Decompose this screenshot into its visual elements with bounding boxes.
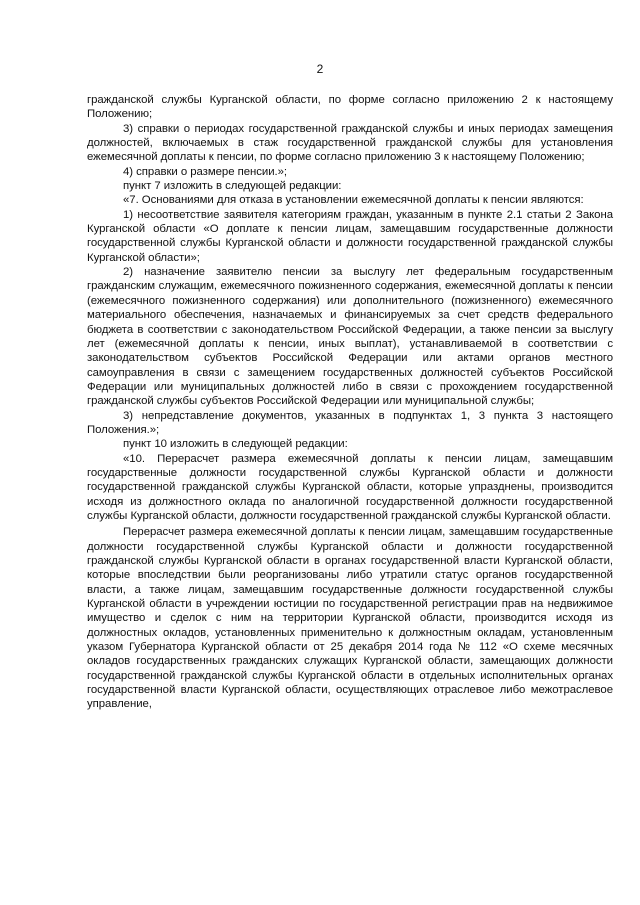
paragraph-6: 1) несоответствие заявителя категориям граждан, указанным в пункте 2.1 статьи 2 Закона Курганской области «О доплате к пенсии лицам, замещавшим государственные должности государственной службы Курганской области и должности государственной гражданской службы Курганской области»;: [87, 208, 613, 264]
paragraph-11: Перерасчет размера ежемесячной доплаты к пенсии лицам, замещавшим государственные должности государственной службы Курганской области и должности государственной гражданской службы Курганской области в органах государственной власти Курганской области, которые впоследствии были реорганизованы либо утратили статус органов государственной власти, а также лицам, замещавшим государственные должности государственной службы Курганской области в учреждении юстиции по государственной регистрации прав на недвижимое имущество и сделок с ним на территории Курганской области, производится исходя из должностных окладов, установленных применительно к должностным окладам, установленным указом Губернатора Курганской области от 25 декабря 2014 года № 112 «О схеме месячных окладов государственных гражданских служащих Курганской области, замещающих должности государственной гражданской службы Курганской области в отдельных исполнительных органах государственной власти Курганской области, осуществляющих отраслевое либо межотраслевое управление,: [87, 526, 613, 711]
paragraph-3: 4) справки о размере пенсии.»;: [123, 165, 288, 178]
paragraph-4: пункт 7 изложить в следующей редакции:: [123, 180, 342, 193]
document-body: [87, 93, 613, 712]
paragraph-2: 3) справки о периодах государственной гражданской службы и иных периодах замещения должностей, включаемых в стаж государственной гражданской службы для установления ежемесячной доплаты к пенсии, по форме согласно приложению 3 к настоящему Положению;: [87, 122, 613, 164]
paragraph-9: пункт 10 изложить в следующей редакции:: [123, 438, 348, 451]
paragraph-10: «10. Перерасчет размера ежемесячной доплаты к пенсии лицам, замещавшим государственные должности государственной службы Курганской области и должности государственной гражданской службы Курганской области, которые упразднены, производится исходя из должностного оклада по аналогичной государственной должности государственной службы Курганской области, должности государственной гражданской службы Курганской области.: [87, 452, 613, 522]
paragraph-7: 2) назначение заявителю пенсии за выслугу лет федеральным государственным гражданским служащим, ежемесячного пожизненного содержания, ежемесячной доплаты к пенсии (ежемесячного пожизненного содержания) или дополнительного (пожизненного) ежемесячного материального обеспечения, назначаемых и финансируемых за счет средств федерального бюджета в соответствии с законодательством Российской Федерации, а также пенсии за выслугу лет (ежемесячной доплаты к пенсии, иных выплат), устанавливаемой в соответствии с законодательством субъектов Российской Федерации или актами органов местного самоуправления в связи с замещением государственных должностей субъектов Российской Федерации или муниципальных должностей либо в связи с прохождением государственной гражданской службы субъектов Российской Федерации или муниципальной службы;: [87, 266, 613, 408]
paragraph-1: гражданской службы Курганской области, по форме согласно приложению 2 к настоящему Положению;: [87, 94, 613, 121]
page-number: 2: [316, 62, 324, 76]
paragraph-5: «7. Основаниями для отказа в установлении ежемесячной доплаты к пенсии являются:: [123, 194, 584, 207]
paragraph-8: 3) непредставление документов, указанных в подпунктах 1, 3 пункта 3 настоящего Положения.»;: [87, 409, 613, 436]
